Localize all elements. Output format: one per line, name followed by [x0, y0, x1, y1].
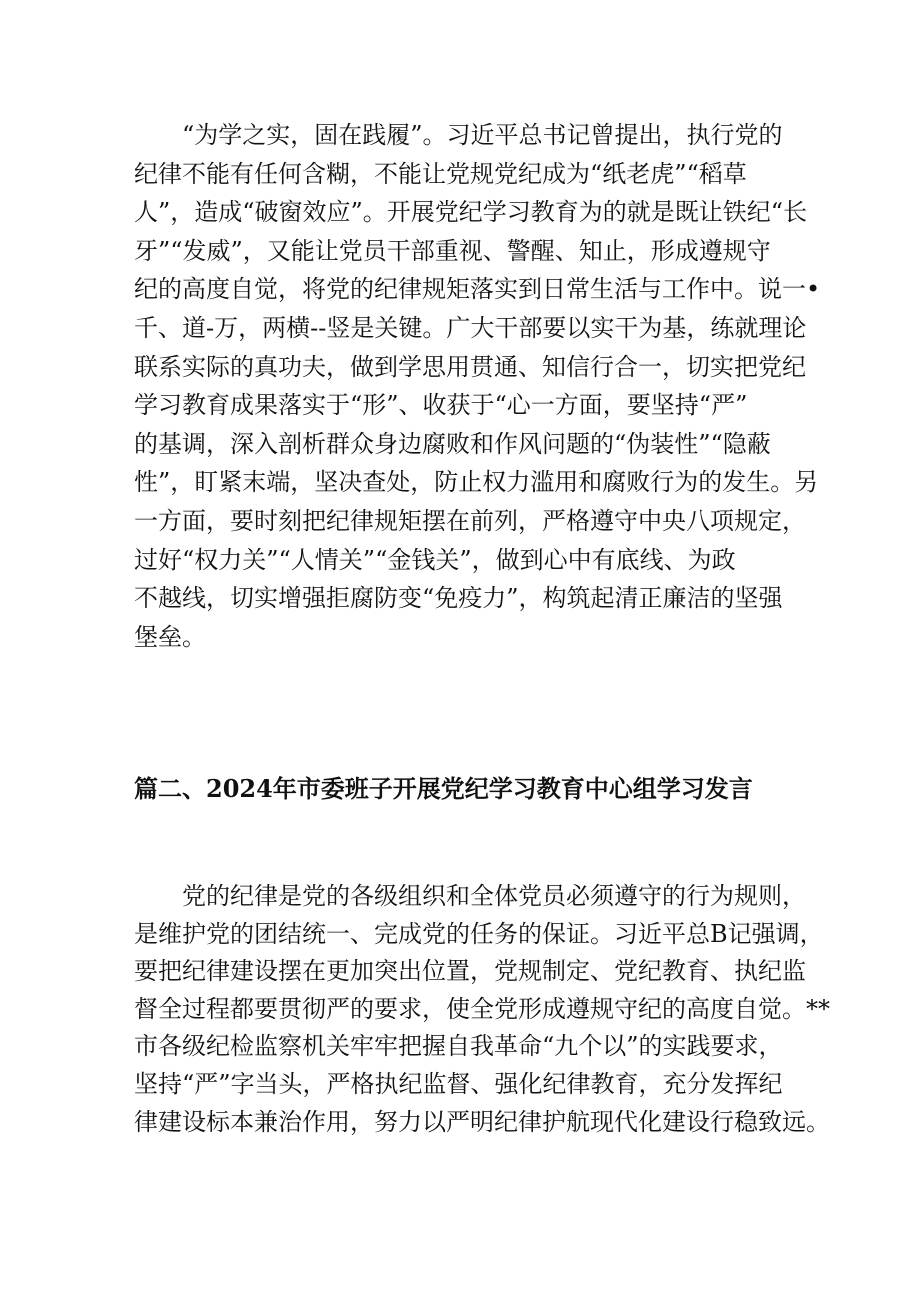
- paragraph-line: 一方面，要时刻把纪律规矩摆在前列，严格遵守中央八项规定，: [134, 506, 806, 535]
- body-paragraph-1: [134, 116, 821, 656]
- paragraph-line: 是维护党的团结统一、完成党的任务的保证。习近平总B记强调，: [134, 919, 824, 948]
- paragraph-line: 督全过程都要贯彻严的要求，使全党形成遵规守纪的高度自觉。**: [134, 994, 830, 1023]
- paragraph-line: 要把纪律建设摆在更加突出位置，党规制定、党纪教育、执纪监: [134, 957, 806, 986]
- paragraph-line: 过好“权力关”“人情关”“金钱关”，做到心中有底线、为政: [134, 545, 736, 574]
- section-heading: 篇二、2024年市委班子开展党纪学习教育中心组学习发言: [134, 774, 753, 803]
- paragraph-line: “为学之实，固在践履”。习近平总书记曾提出，执行党的: [182, 121, 783, 149]
- paragraph-line: 联系实际的真功夫，做到学思用贯通、知信行合一，切实把党纪: [134, 352, 806, 381]
- paragraph-line: 律建设标本兼治作用，努力以严明纪律护航现代化建设行稳致远。: [134, 1107, 830, 1136]
- paragraph-line: 市各级纪检监察机关牢牢把握自我革命“九个以”的实践要求，: [134, 1032, 783, 1061]
- paragraph-line: 纪的高度自觉，将党的纪律规矩落实到日常生活与工作中。说一•: [134, 275, 821, 304]
- paragraph-line: 千、道-万，两横--竖是关键。广大干部要以实干为基，练就理论: [134, 313, 807, 342]
- paragraph-line: 坚持“严”字当头，严格执纪监督、强化纪律教育，充分发挥纪: [134, 1069, 783, 1098]
- paragraph-line: 人”，造成“破窗效应”。开展党纪学习教育为的就是既让铁纪“长: [134, 198, 808, 227]
- paragraph-line: 学习教育成果落实于“形”、收获于“心一方面，要坚持“严”: [134, 391, 748, 420]
- paragraph-line: 堡垒。: [134, 622, 206, 651]
- paragraph-line: 党的纪律是党的各级组织和全体党员必须遵守的行为规则，: [182, 882, 806, 910]
- paragraph-line: 不越线，切实增强拒腐防变“免疫力”，构筑起清正廉洁的坚强: [134, 584, 783, 613]
- paragraph-line: 纪律不能有任何含糊，不能让党规党纪成为“纸老虎”“稻草: [134, 159, 747, 188]
- paragraph-line: 性”，盯紧末端，坚决查处，防止权力滥用和腐败行为的发生。另: [134, 468, 819, 497]
- paragraph-line: 牙”“发威”，又能让党员干部重视、警醒、知止，形成遵规守: [134, 236, 771, 265]
- body-paragraph-2: [134, 878, 830, 1141]
- paragraph-line: 的基调，深入剖析群众身边腐败和作风问题的“伪装性”“隐蔽: [134, 429, 771, 458]
